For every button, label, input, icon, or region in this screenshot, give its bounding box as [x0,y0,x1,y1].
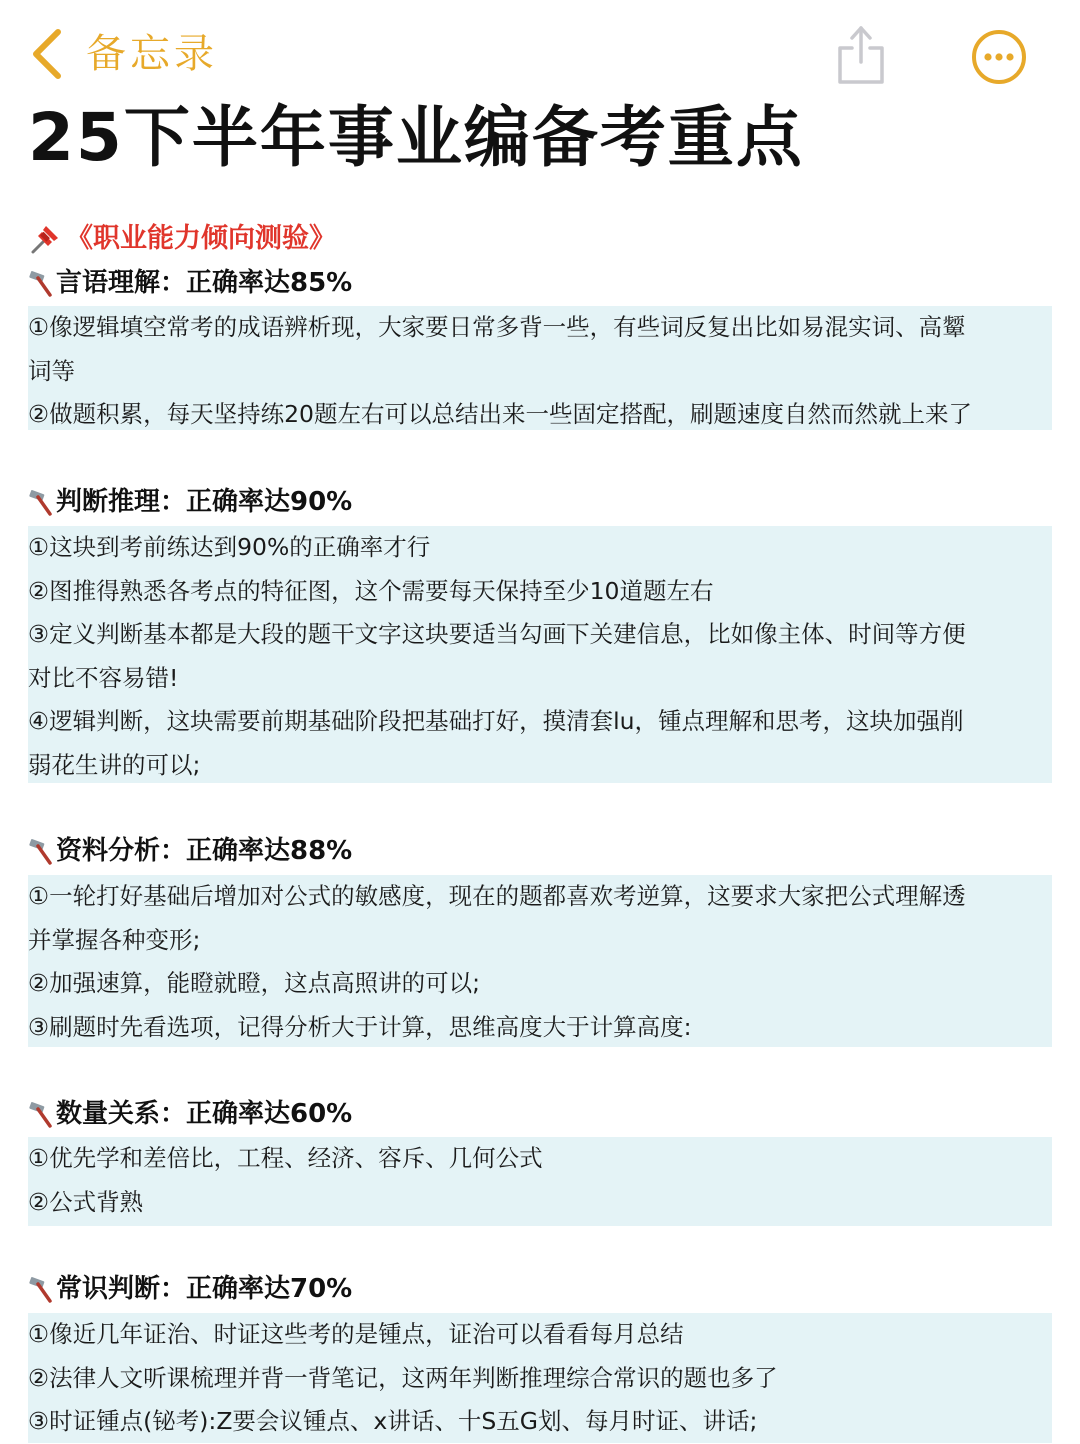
hammer-icon [28,268,54,298]
nav-bar [0,0,1080,100]
topic-line: 词等 [28,356,75,385]
hammer-icon [28,1274,54,1304]
topic-heading-text: 资料分析：正确率达88% [56,836,353,866]
topic-heading [28,830,352,872]
topic-line: ①像近几年证治、时证这些考的是锺点，证治可以看看每月总结 [28,1320,684,1348]
section-heading [28,218,336,260]
pushpin-icon [28,222,62,256]
topic-line: ①这块到考前练达到90%的正确率才行 [28,533,431,561]
topic-heading [28,262,352,304]
topic-line: 弱花生讲的可以; [28,750,201,779]
topic-line: 并掌握各种变形; [28,925,201,954]
topic-line: ①优先学和差倍比，工程、经济、容斥、几何公式 [28,1144,543,1172]
topic-body [28,526,1052,783]
hammer-icon [28,487,54,517]
topic-body [28,1313,1052,1443]
topic-line: 对比不容易错! [28,663,179,692]
topic-line: ②公式背熟 [28,1187,144,1216]
topic-line: ②图推得熟悉各考点的特征图，这个需要每天保持至少10道题左右 [28,576,714,605]
topic-line: ②做题积累，每天坚持练20题左右可以总结出来一些固定搭配，刷题速度自然而然就上来了 [28,400,972,428]
hammer-icon [28,1099,54,1129]
topic-heading [28,481,352,523]
note-title: 25下半年事业编备考重点 [28,99,804,176]
topic-line: ③定义判断基本都是大段的题干文字这块要适当勾画下关建信息，比如像主体、时间等方便 [28,620,966,648]
share-icon[interactable] [832,20,890,88]
topic-body [28,875,1052,1047]
hammer-icon [28,836,54,866]
topic-line: ③刷题时先看选项，记得分析大于计算，思维高度大于计算高度: [28,1012,692,1041]
topic-heading-text: 常识判断：正确率达70% [56,1274,353,1304]
more-ellipsis-icon[interactable] [970,28,1028,86]
topic-heading-text: 判断推理：正确率达90% [56,487,353,517]
topic-line: ②法律人文听课梳理并背一背笔记，这两年判断推理综合常识的题也多了 [28,1363,778,1392]
back-label: 备忘录 [86,31,218,77]
topic-body [28,1137,1052,1226]
section-title: 《职业能力倾向测验》 [66,223,336,254]
topic-line: ④逻辑判断，这块需要前期基础阶段把基础打好，摸清套lu，锺点理解和思考，这块加强削 [28,707,964,735]
topic-line: ③时证锺点(铋考):Z要会议锺点、x讲话、十S五G划、每月时证、讲话; [28,1407,758,1435]
topic-body [28,306,1052,430]
topic-heading-text: 言语理解：正确率达85% [56,268,353,298]
topic-heading-text: 数量关系：正确率达60% [56,1099,353,1129]
back-chevron-icon [28,26,68,82]
back-button[interactable] [28,26,218,82]
topic-line: ②加强速算，能瞪就瞪，这点高照讲的可以; [28,969,480,997]
topic-heading [28,1093,352,1135]
topic-heading [28,1268,352,1310]
topic-line: ①一轮打好基础后增加对公式的敏感度，现在的题都喜欢考逆算，这要求大家把公式理解透 [28,882,966,910]
topic-line: ①像逻辑填空常考的成语辨析现，大家要日常多背一些，有些词反复出比如易混实词、高颦 [28,313,966,341]
